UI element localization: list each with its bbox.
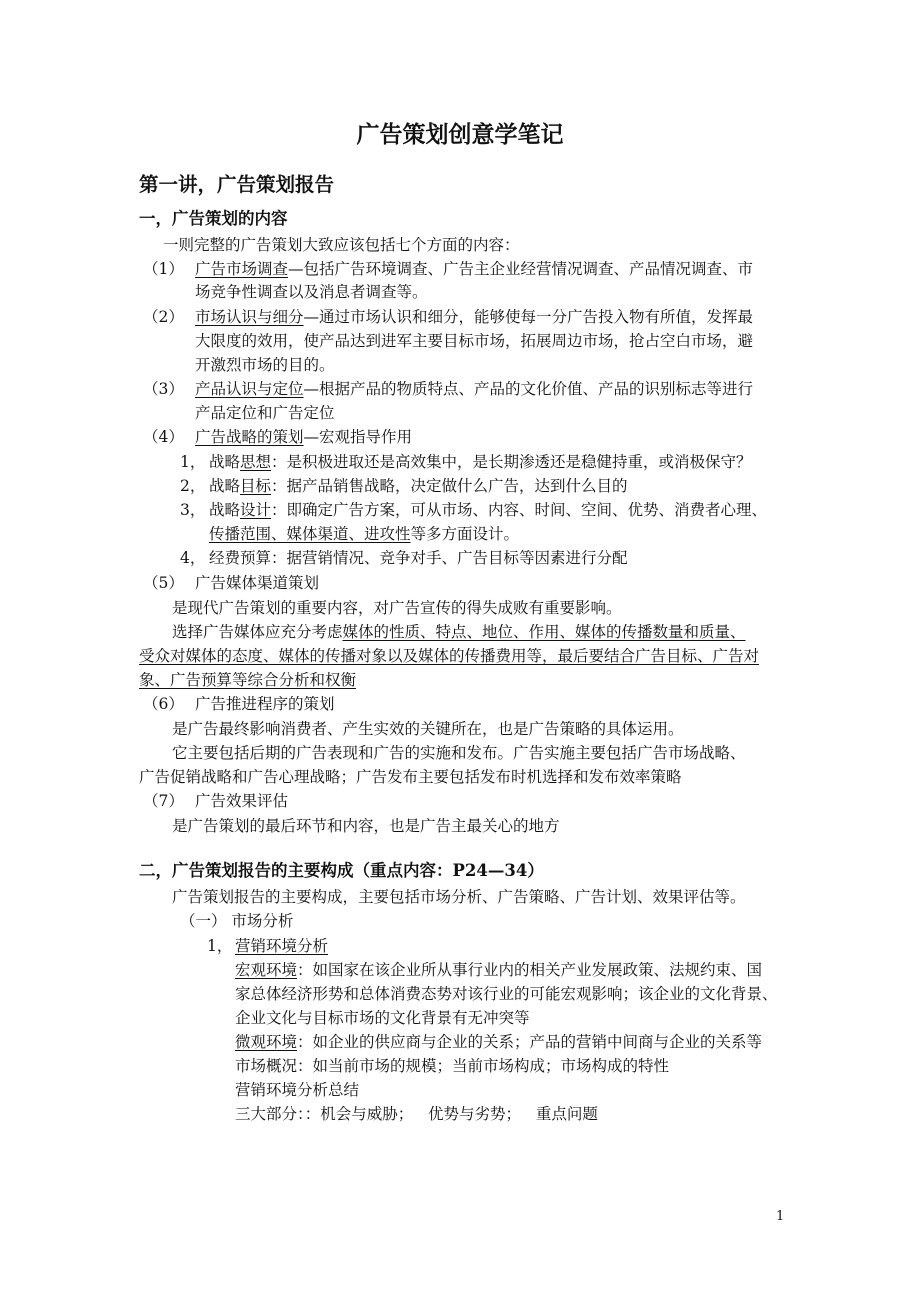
sub-item-prefix: 战略	[209, 501, 241, 519]
sub-item-text: ：是积极进取还是高效集中，是长期渗透还是稳健持重，或消极保守？	[271, 453, 752, 471]
item-continuation: 场竞争性调查以及消息者调查等。	[195, 283, 428, 301]
sub-item-prefix: 战略	[209, 477, 241, 495]
term-text: ：如企业的供应商与企业的关系；产品的营销中间商与企业的关系等	[297, 1033, 763, 1051]
paragraph: 是广告策划的最后环节和内容，也是广告主最关心的地方	[172, 817, 560, 835]
item-term: 广告战略的策划	[195, 428, 304, 446]
item-text: —包括广告环境调查、广告主企业经营情况调查、产品情况调查、市	[288, 260, 754, 278]
underlined-text: 受众对媒体的态度、媒体的传播对象以及媒体的传播费用等，最后要结合广告目标、广告对	[139, 647, 760, 665]
sub-item	[209, 451, 752, 473]
underlined-terms: 传播范围、媒体渠道、进攻性	[209, 525, 411, 543]
section-heading-2: 二，广告策划报告的主要构成（重点内容：P24—34）	[139, 861, 544, 880]
page-number: 1	[776, 1209, 785, 1224]
item-number: （2）	[143, 308, 184, 326]
item-text: 广告推进程序的策划	[195, 695, 335, 713]
underlined-text: 象、广告预算等综合分析和权衡	[139, 671, 357, 689]
item-term: 产品认识与定位	[195, 380, 304, 398]
sub-item-title: 营销环境分析	[235, 937, 329, 955]
subsection-heading: （一） 市场分析	[180, 912, 294, 930]
item-number: （5）	[143, 574, 184, 592]
sub-item-text: ：即确定广告方案，可从市场、内容、时间、空间、优势、消费者心理、	[271, 501, 768, 519]
micro-environment	[235, 1031, 762, 1053]
item-term: 市场认识与细分	[195, 308, 304, 326]
sub-item-prefix: 战略	[209, 453, 241, 471]
term: 宏观环境	[235, 961, 298, 979]
sub-item-number: 4，	[180, 549, 206, 567]
sub-item-text: ：据产品销售战略，决定做什么广告，达到什么目的	[271, 477, 628, 495]
sub-item-text: 等多方面设计。	[410, 525, 520, 543]
sub-item-number: 1，	[180, 453, 206, 471]
item-number: （1）	[143, 260, 184, 278]
item-text: 广告媒体渠道策划	[195, 574, 320, 592]
underlined-text: 媒体的性质、特点、地位、作用、媒体的传播数量和质量、	[342, 623, 746, 641]
paragraph-text: 选择广告媒体应充分考虑	[172, 623, 343, 641]
list-item	[195, 426, 412, 448]
item-text: —通过市场认识和细分，能够使每一分广告投入物有所值，发挥最	[303, 308, 754, 326]
paragraph: 三大部分：：机会与威胁； 优势与劣势； 重点问题	[235, 1105, 598, 1123]
paragraph: 是广告最终影响消费者、产生实效的关键所在，也是广告策略的具体运用。	[172, 720, 684, 738]
term-text: ：如国家在该企业所从事行业内的相关产业发展政策、法规约束、国	[297, 961, 763, 979]
paragraph: 企业文化与目标市场的文化背景有无冲突等	[235, 1009, 530, 1027]
list-item	[195, 378, 753, 400]
sub-item-term: 思想	[240, 453, 272, 471]
document-title: 广告策划创意学笔记	[356, 121, 564, 148]
item-number: （6）	[143, 695, 184, 713]
item-text: 广告效果评估	[195, 792, 289, 810]
paragraph: 营销环境分析总结	[235, 1081, 360, 1099]
sub-item-term: 设计	[240, 501, 272, 519]
intro-text: 一则完整的广告策划大致应该包括七个方面的内容：	[163, 236, 520, 254]
item-number: （4）	[143, 428, 184, 446]
sub-item-text: 经费预算：据营销情况、竞争对手、广告目标等因素进行分配	[209, 549, 628, 567]
list-item	[195, 258, 753, 280]
sub-item-number: 1，	[207, 937, 233, 955]
item-text: —宏观指导作用	[303, 428, 413, 446]
item-continuation: 大限度的效用，使产品达到进军主要目标市场，拓展周边市场，抢占空白市场，避	[195, 332, 754, 350]
lecture-heading: 第一讲，广告策划报告	[139, 173, 335, 196]
list-item	[195, 306, 753, 328]
sub-item-term: 目标	[240, 477, 272, 495]
paragraph: 家总体经济形势和总体消费态势对该行业的可能宏观影响；该企业的文化背景、	[235, 985, 778, 1003]
paragraph: 广告促销战略和广告心理战略；广告发布主要包括发布时机选择和发布效率策略	[139, 768, 682, 786]
sub-item	[209, 499, 767, 521]
item-number: （3）	[143, 380, 184, 398]
item-term: 广告市场调查	[195, 260, 289, 278]
item-continuation: 产品定位和广告定位	[195, 404, 335, 422]
paragraph: 广告策划报告的主要构成，主要包括市场分析、广告策略、广告计划、效果评估等。	[172, 888, 746, 906]
sub-item-number: 2，	[180, 477, 206, 495]
paragraph: 它主要包括后期的广告表现和广告的实施和发布。广告实施主要包括广告市场战略、	[172, 744, 746, 762]
macro-environment	[235, 959, 762, 981]
term: 微观环境	[235, 1033, 298, 1051]
paragraph: 市场概况：如当前市场的规模；当前市场构成；市场构成的特性	[235, 1057, 670, 1075]
item-number: （7）	[143, 792, 184, 810]
section-heading-1: 一，广告策划的内容	[139, 209, 288, 228]
sub-item-number: 3，	[180, 501, 206, 519]
paragraph: 是现代广告策划的重要内容，对广告宣传的得失成败有重要影响。	[172, 599, 622, 617]
item-text: —根据产品的物质特点、产品的文化价值、产品的识别标志等进行	[303, 380, 754, 398]
item-continuation: 开激烈市场的目的。	[195, 356, 335, 374]
sub-item	[209, 475, 628, 497]
sub-item-continuation	[209, 523, 519, 545]
paragraph	[172, 621, 746, 643]
